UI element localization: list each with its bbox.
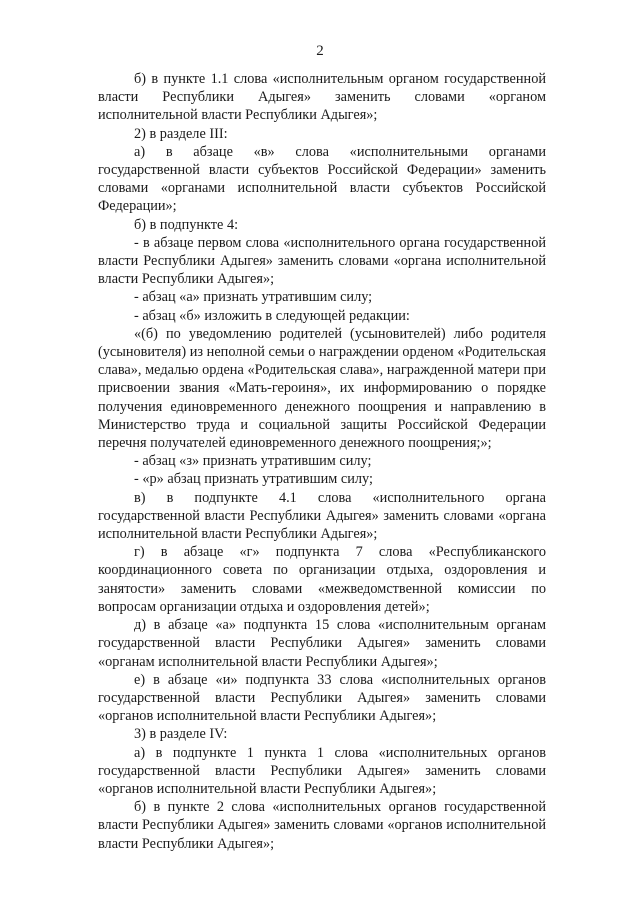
paragraph: а) в подпункте 1 пункта 1 слова «исполнительных органов государственной власти Республики Адыгея» заменить словами «органов исполнительной власти Республики Адыгея»; [98,744,546,797]
paragraph: - «р» абзац признать утратившим силу; [134,471,373,488]
document-body [98,70,546,853]
paragraph: - абзац «б» изложить в следующей редакции: [134,307,410,324]
paragraph: «(б) по уведомлению родителей (усыновителей) либо родителя (усыновителя) из неполной семьи о награждении орденом «Родительская слава», медалью ордена «Родительская слава», награжденной матери при присвоении звания «Мать-героиня», их информированию о порядке получения единовременного денежного поощрения и направлению в Министерство труда и социальной защиты Российской Федерации перечня получателей единовременного денежного поощрения;»; [98,325,546,452]
paragraph: б) в пункте 1.1 слова «исполнительным органом государственной власти Республики Адыгея» заменить словами «органом исполнительной власти Республики Адыгея»; [98,71,546,124]
paragraph: 2) в разделе III: [134,125,228,142]
paragraph: г) в абзаце «г» подпункта 7 слова «Республиканского координационного совета по организации отдыха, оздоровления и занятости» заменить словами «межведомственной комиссии по вопросам организации отдыха и оздоровления детей»; [98,544,546,615]
paragraph: 3) в разделе IV: [134,726,228,743]
paragraph: в) в подпункте 4.1 слова «исполнительного органа государственной власти Республики Адыгея» заменить словами «органа исполнительной власти Республики Адыгея»; [98,489,546,543]
page-number: 2 [316,43,324,59]
paragraph: б) в пункте 2 слова «исполнительных органов государственной власти Республики Адыгея» заменить словами «органов исполнительной власти Республики Адыгея»; [98,799,546,852]
paragraph: б) в подпункте 4: [134,216,239,233]
paragraph: а) в абзаце «в» слова «исполнительными органами государственной власти субъектов Российской Федерации» заменить словами «органами исполнительной власти субъектов Российской Федерации»; [98,143,546,215]
paragraph: е) в абзаце «и» подпункта 33 слова «исполнительных органов государственной власти Республики Адыгея» заменить словами «органов исполнительной власти Республики Адыгея»; [98,671,546,725]
paragraph: д) в абзаце «а» подпункта 15 слова «исполнительным органам государственной власти Республики Адыгея» заменить словами «органам исполнительной власти Республики Адыгея»; [98,617,546,670]
paragraph: - в абзаце первом слова «исполнительного органа государственной власти Республики Адыгея» заменить словами «органа исполнительной власти Республики Адыгея»; [98,234,546,288]
paragraph: - абзац «з» признать утратившим силу; [134,453,372,470]
paragraph: - абзац «а» признать утратившим силу; [134,289,373,306]
